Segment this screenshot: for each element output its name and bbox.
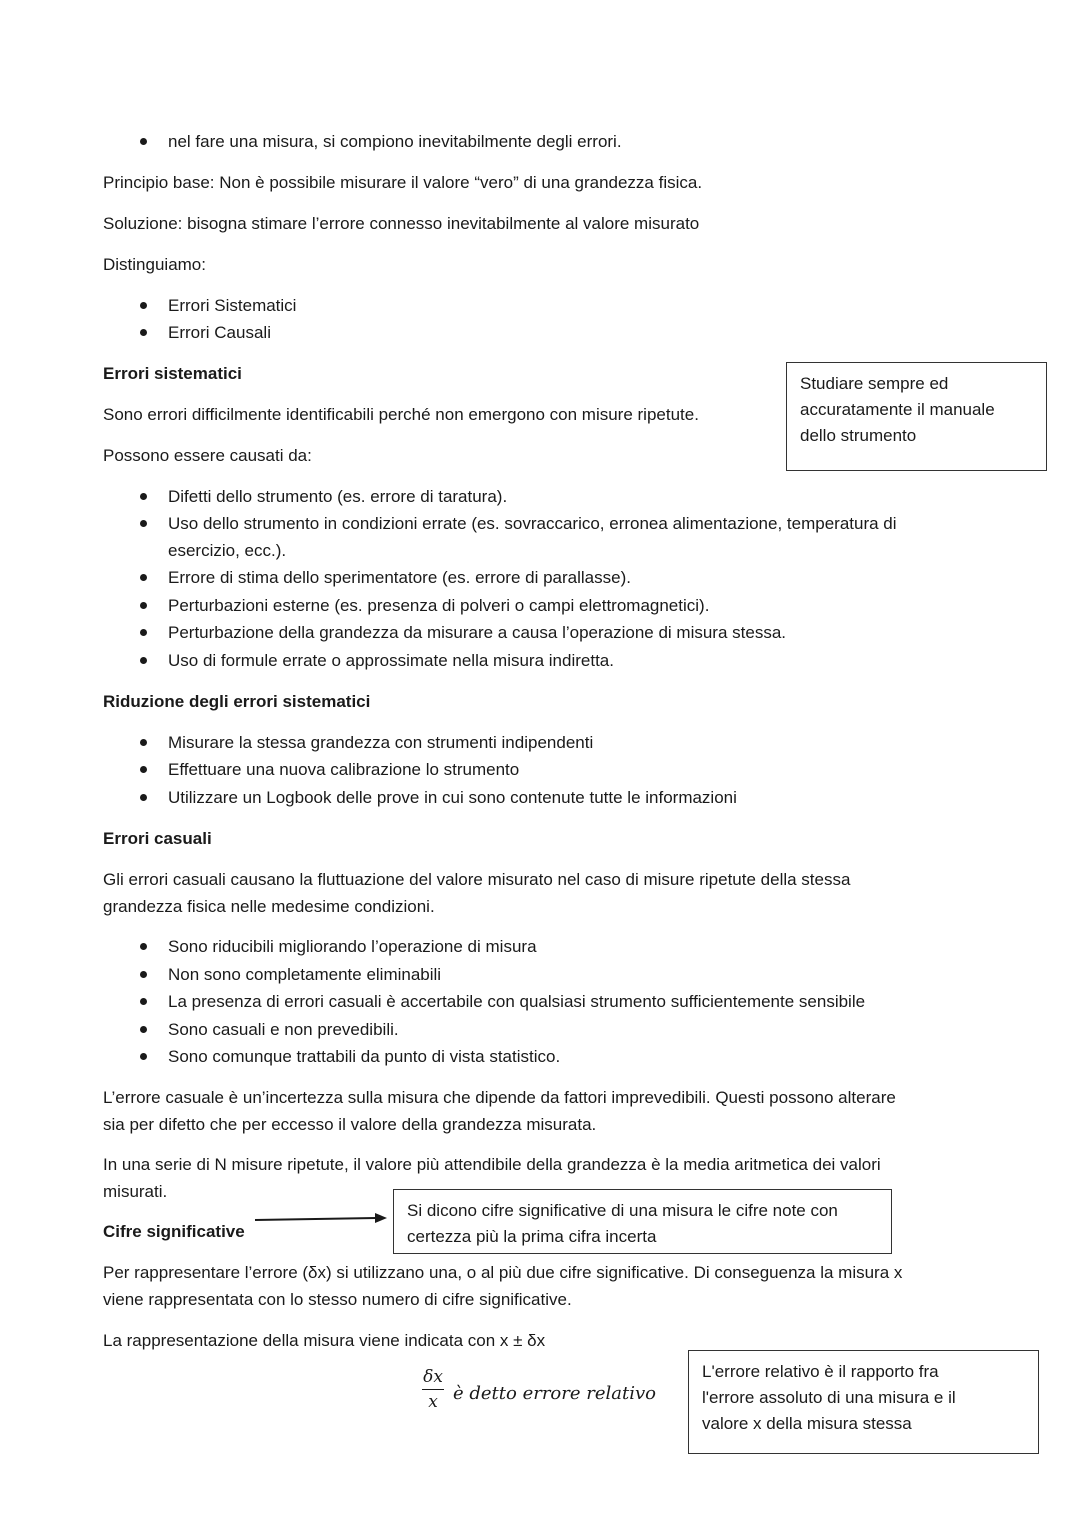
note-line: dello strumento bbox=[800, 426, 917, 445]
bullet bbox=[140, 971, 147, 978]
cause-item: Perturbazioni esterne (es. presenza di polveri o campi elettromagnetici). bbox=[168, 596, 710, 615]
bullet bbox=[140, 602, 147, 609]
fraction-numerator: δx bbox=[423, 1367, 443, 1387]
bullet bbox=[140, 329, 147, 336]
sigfig-box-line: Si dicono cifre significative di una misura le cifre note con bbox=[407, 1201, 838, 1220]
type-item: Errori Sistematici bbox=[168, 296, 297, 315]
bullet bbox=[140, 138, 147, 145]
intro-bullet-text: nel fare una misura, si compiono inevitabilmente degli errori. bbox=[168, 132, 622, 151]
bullet bbox=[140, 629, 147, 636]
cause-item: Perturbazione della grandezza da misurare a causa l’operazione di misura stessa. bbox=[168, 623, 787, 642]
note-line: Studiare sempre ed bbox=[800, 374, 949, 393]
random-item: Non sono completamente eliminabili bbox=[168, 965, 442, 984]
reduction-heading: Riduzione degli errori sistematici bbox=[103, 692, 371, 711]
rel-box-line: L'errore relativo è il rapporto fra bbox=[702, 1362, 939, 1381]
bullet bbox=[140, 520, 147, 527]
bullet bbox=[140, 1053, 147, 1060]
random-desc: Gli errori casuali causano la fluttuazione del valore misurato nel caso di misure ripetute della stessa bbox=[103, 870, 851, 889]
sigfig-para: viene rappresentata con lo stesso numero di cifre significative. bbox=[103, 1290, 572, 1309]
sigfig-definition-box bbox=[393, 1189, 892, 1254]
solution-text: Soluzione: bisogna stimare l’errore connesso inevitabilmente al valore misurato bbox=[103, 214, 700, 233]
sigfig-heading: Cifre significative bbox=[103, 1222, 245, 1241]
systematic-desc: Sono errori difficilmente identificabili perché non emergono con misure ripetute. bbox=[103, 405, 699, 424]
representation-text: La rappresentazione della misura viene indicata con x ± δx bbox=[103, 1331, 546, 1350]
fraction-denominator: x bbox=[428, 1392, 438, 1412]
reduction-item: Misurare la stessa grandezza con strumenti indipendenti bbox=[168, 733, 594, 752]
random-para: L’errore casuale è un’incertezza sulla misura che dipende da fattori imprevedibili. Questi possono alterare bbox=[103, 1088, 896, 1107]
rel-box-line: valore x della misura stessa bbox=[702, 1414, 912, 1433]
manual-note-box bbox=[786, 362, 1047, 471]
cause-item: Errore di stima dello sperimentatore (es. errore di parallasse). bbox=[168, 568, 631, 587]
cause-item: Difetti dello strumento (es. errore di taratura). bbox=[168, 487, 508, 506]
type-item: Errori Causali bbox=[168, 323, 271, 342]
mean-para: In una serie di N misure ripetute, il valore più attendibile della grandezza è la media aritmetica dei valori bbox=[103, 1155, 881, 1174]
random-item: Sono riducibili migliorando l’operazione di misura bbox=[168, 937, 537, 956]
random-desc: grandezza fisica nelle medesime condizioni. bbox=[103, 897, 435, 916]
bullet bbox=[140, 574, 147, 581]
bullet bbox=[140, 1026, 147, 1033]
causes-intro: Possono essere causati da: bbox=[103, 446, 312, 465]
systematic-heading: Errori sistematici bbox=[103, 364, 242, 383]
sigfig-box-line: certezza più la prima cifra incerta bbox=[407, 1227, 657, 1246]
cause-item: Uso di formule errate o approssimate nella misura indiretta. bbox=[168, 651, 614, 670]
sigfig-para: Per rappresentare l’errore (δx) si utilizzano una, o al più due cifre significative. Di conseguenza la misura x bbox=[103, 1263, 903, 1282]
bullet bbox=[140, 493, 147, 500]
fraction-bar bbox=[422, 1389, 444, 1390]
bullet bbox=[140, 794, 147, 801]
rel-box-line: l'errore assoluto di una misura e il bbox=[702, 1388, 956, 1407]
principle-text: Principio base: Non è possibile misurare il valore “vero” di una grandezza fisica. bbox=[103, 173, 703, 192]
distinguish-text: Distinguiamo: bbox=[103, 255, 206, 274]
bullet bbox=[140, 657, 147, 664]
random-heading: Errori casuali bbox=[103, 829, 212, 848]
reduction-item: Utilizzare un Logbook delle prove in cui sono contenute tutte le informazioni bbox=[168, 788, 737, 807]
random-item: Sono casuali e non prevedibili. bbox=[168, 1020, 399, 1039]
mean-para: misurati. bbox=[103, 1182, 168, 1201]
bullet bbox=[140, 998, 147, 1005]
reduction-item: Effettuare una nuova calibrazione lo strumento bbox=[168, 760, 520, 779]
random-item: Sono comunque trattabili da punto di vista statistico. bbox=[168, 1047, 561, 1066]
relative-error-text: è detto errore relativo bbox=[453, 1383, 656, 1404]
cause-item-cont: esercizio, ecc.). bbox=[168, 541, 287, 560]
bullet bbox=[140, 943, 147, 950]
random-para: sia per difetto che per eccesso il valore della grandezza misurata. bbox=[103, 1115, 597, 1134]
note-line: accuratamente il manuale bbox=[800, 400, 995, 419]
cause-item: Uso dello strumento in condizioni errate (es. sovraccarico, erronea alimentazione, temperatura di bbox=[168, 514, 897, 533]
bullet bbox=[140, 739, 147, 746]
random-item: La presenza di errori casuali è accertabile con qualsiasi strumento sufficientemente sensibile bbox=[168, 992, 866, 1011]
arrow-icon bbox=[254, 1212, 389, 1226]
relative-error-fraction bbox=[420, 1366, 446, 1413]
bullet bbox=[140, 302, 147, 309]
bullet bbox=[140, 766, 147, 773]
relative-error-box bbox=[688, 1350, 1039, 1454]
